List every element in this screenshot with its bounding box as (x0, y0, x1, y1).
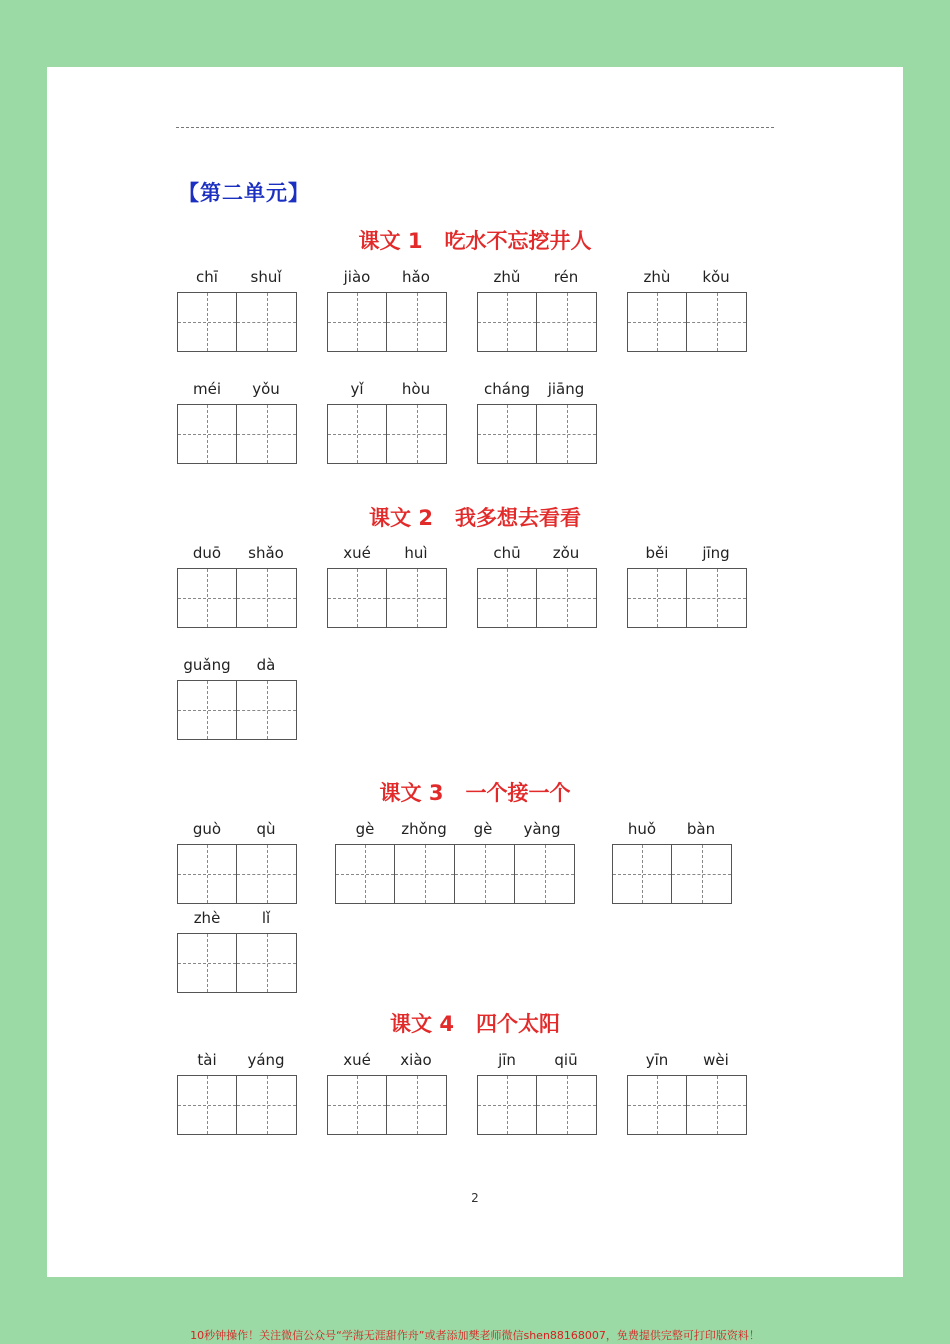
tianzige-writing-cell[interactable] (455, 844, 515, 904)
pinyin-label: běi (645, 544, 669, 562)
tianzige-writing-cell[interactable] (387, 1075, 447, 1135)
lesson-4-title (0, 1008, 950, 1038)
header-divider (176, 127, 774, 128)
pinyin-label: shuǐ (250, 268, 282, 286)
tianzige-writing-cell[interactable] (687, 1075, 747, 1135)
tianzige-writing-cell[interactable] (327, 568, 387, 628)
lesson-name: 我多想去看看 (454, 506, 581, 530)
lesson-2-title (0, 502, 950, 532)
promo-footer: 10秒钟操作！关注微信公众号“学海无涯甜作舟”或者添加樊老师微信shen88168007，免费提供完整可打印版资料！ (190, 1329, 760, 1342)
tianzige-writing-cell[interactable] (237, 568, 297, 628)
pinyin-label: kǒu (702, 268, 730, 286)
pinyin-label: qù (256, 820, 276, 838)
pinyin-label: jiào (343, 268, 371, 286)
tianzige-writing-cell[interactable] (477, 568, 537, 628)
pinyin-label: guò (192, 820, 222, 838)
tianzige-writing-cell[interactable] (537, 404, 597, 464)
tianzige-writing-cell[interactable] (387, 292, 447, 352)
lesson-3-title (0, 777, 950, 807)
pinyin-label: méi (192, 380, 221, 398)
tianzige-writing-cell[interactable] (335, 844, 395, 904)
pinyin-label: jiāng (547, 380, 585, 398)
tianzige-writing-cell[interactable] (177, 292, 237, 352)
tianzige-writing-cell[interactable] (327, 292, 387, 352)
tianzige-writing-cell[interactable] (477, 1075, 537, 1135)
pinyin-label: yǒu (252, 380, 280, 398)
pinyin-label: zhǔ (493, 268, 521, 286)
unit-title: 【第二单元】 (178, 181, 310, 205)
tianzige-writing-cell[interactable] (177, 568, 237, 628)
tianzige-writing-cell[interactable] (687, 292, 747, 352)
pinyin-label: yǐ (350, 380, 364, 398)
lesson-number: 课文 4 (390, 1012, 454, 1036)
pinyin-label: hòu (401, 380, 431, 398)
tianzige-writing-cell[interactable] (537, 292, 597, 352)
pinyin-label: qiū (554, 1051, 578, 1069)
pinyin-label: wèi (703, 1051, 729, 1069)
tianzige-writing-cell[interactable] (395, 844, 455, 904)
lesson-number: 课文 3 (379, 781, 444, 805)
pinyin-label: jīng (702, 544, 730, 562)
pinyin-label: bàn (686, 820, 716, 838)
pinyin-label: zhù (643, 268, 671, 286)
pinyin-label: guǎng (183, 656, 231, 674)
tianzige-writing-cell[interactable] (177, 680, 237, 740)
pinyin-label: tài (197, 1051, 217, 1069)
pinyin-label: jīn (498, 1051, 516, 1069)
tianzige-writing-cell[interactable] (327, 1075, 387, 1135)
pinyin-label: yáng (247, 1051, 285, 1069)
tianzige-writing-cell[interactable] (237, 933, 297, 993)
tianzige-writing-cell[interactable] (177, 933, 237, 993)
tianzige-writing-cell[interactable] (515, 844, 575, 904)
pinyin-label: dà (256, 656, 276, 674)
pinyin-label: huì (404, 544, 428, 562)
pinyin-label: xiào (400, 1051, 432, 1069)
tianzige-writing-cell[interactable] (477, 292, 537, 352)
tianzige-writing-cell[interactable] (537, 1075, 597, 1135)
tianzige-writing-cell[interactable] (237, 404, 297, 464)
pinyin-label: duō (192, 544, 222, 562)
lesson-1-title (0, 225, 950, 255)
tianzige-writing-cell[interactable] (387, 404, 447, 464)
tianzige-writing-cell[interactable] (537, 568, 597, 628)
tianzige-writing-cell[interactable] (327, 404, 387, 464)
lesson-name: 一个接一个 (465, 781, 571, 805)
pinyin-label: zhǒng (401, 820, 447, 838)
pinyin-label: hǎo (402, 268, 430, 286)
tianzige-writing-cell[interactable] (627, 1075, 687, 1135)
pinyin-label: yàng (523, 820, 561, 838)
pinyin-label: xué (343, 1051, 371, 1069)
tianzige-writing-cell[interactable] (237, 680, 297, 740)
page-number: 2 (471, 1191, 479, 1205)
tianzige-writing-cell[interactable] (672, 844, 732, 904)
pinyin-label: chī (196, 268, 218, 286)
tianzige-writing-cell[interactable] (237, 292, 297, 352)
tianzige-writing-cell[interactable] (177, 844, 237, 904)
tianzige-writing-cell[interactable] (477, 404, 537, 464)
pinyin-label: lǐ (261, 909, 271, 927)
tianzige-writing-cell[interactable] (387, 568, 447, 628)
tianzige-writing-cell[interactable] (627, 568, 687, 628)
pinyin-label: gè (355, 820, 375, 838)
pinyin-label: cháng (484, 380, 530, 398)
tianzige-writing-cell[interactable] (612, 844, 672, 904)
tianzige-writing-cell[interactable] (177, 1075, 237, 1135)
lesson-number: 课文 2 (369, 506, 433, 530)
pinyin-label: gè (473, 820, 493, 838)
pinyin-label: zhè (193, 909, 221, 927)
pinyin-label: xué (343, 544, 371, 562)
pinyin-label: chū (493, 544, 521, 562)
tianzige-writing-cell[interactable] (177, 404, 237, 464)
pinyin-label: shǎo (248, 544, 284, 562)
pinyin-label: zǒu (552, 544, 580, 562)
pinyin-label: huǒ (627, 820, 657, 838)
lesson-name: 四个太阳 (475, 1012, 560, 1036)
tianzige-writing-cell[interactable] (237, 1075, 297, 1135)
tianzige-writing-cell[interactable] (687, 568, 747, 628)
lesson-name: 吃水不忘挖井人 (444, 229, 592, 253)
lesson-number: 课文 1 (358, 229, 423, 253)
tianzige-writing-cell[interactable] (627, 292, 687, 352)
tianzige-writing-cell[interactable] (237, 844, 297, 904)
pinyin-label: rén (553, 268, 579, 286)
pinyin-label: yīn (645, 1051, 669, 1069)
